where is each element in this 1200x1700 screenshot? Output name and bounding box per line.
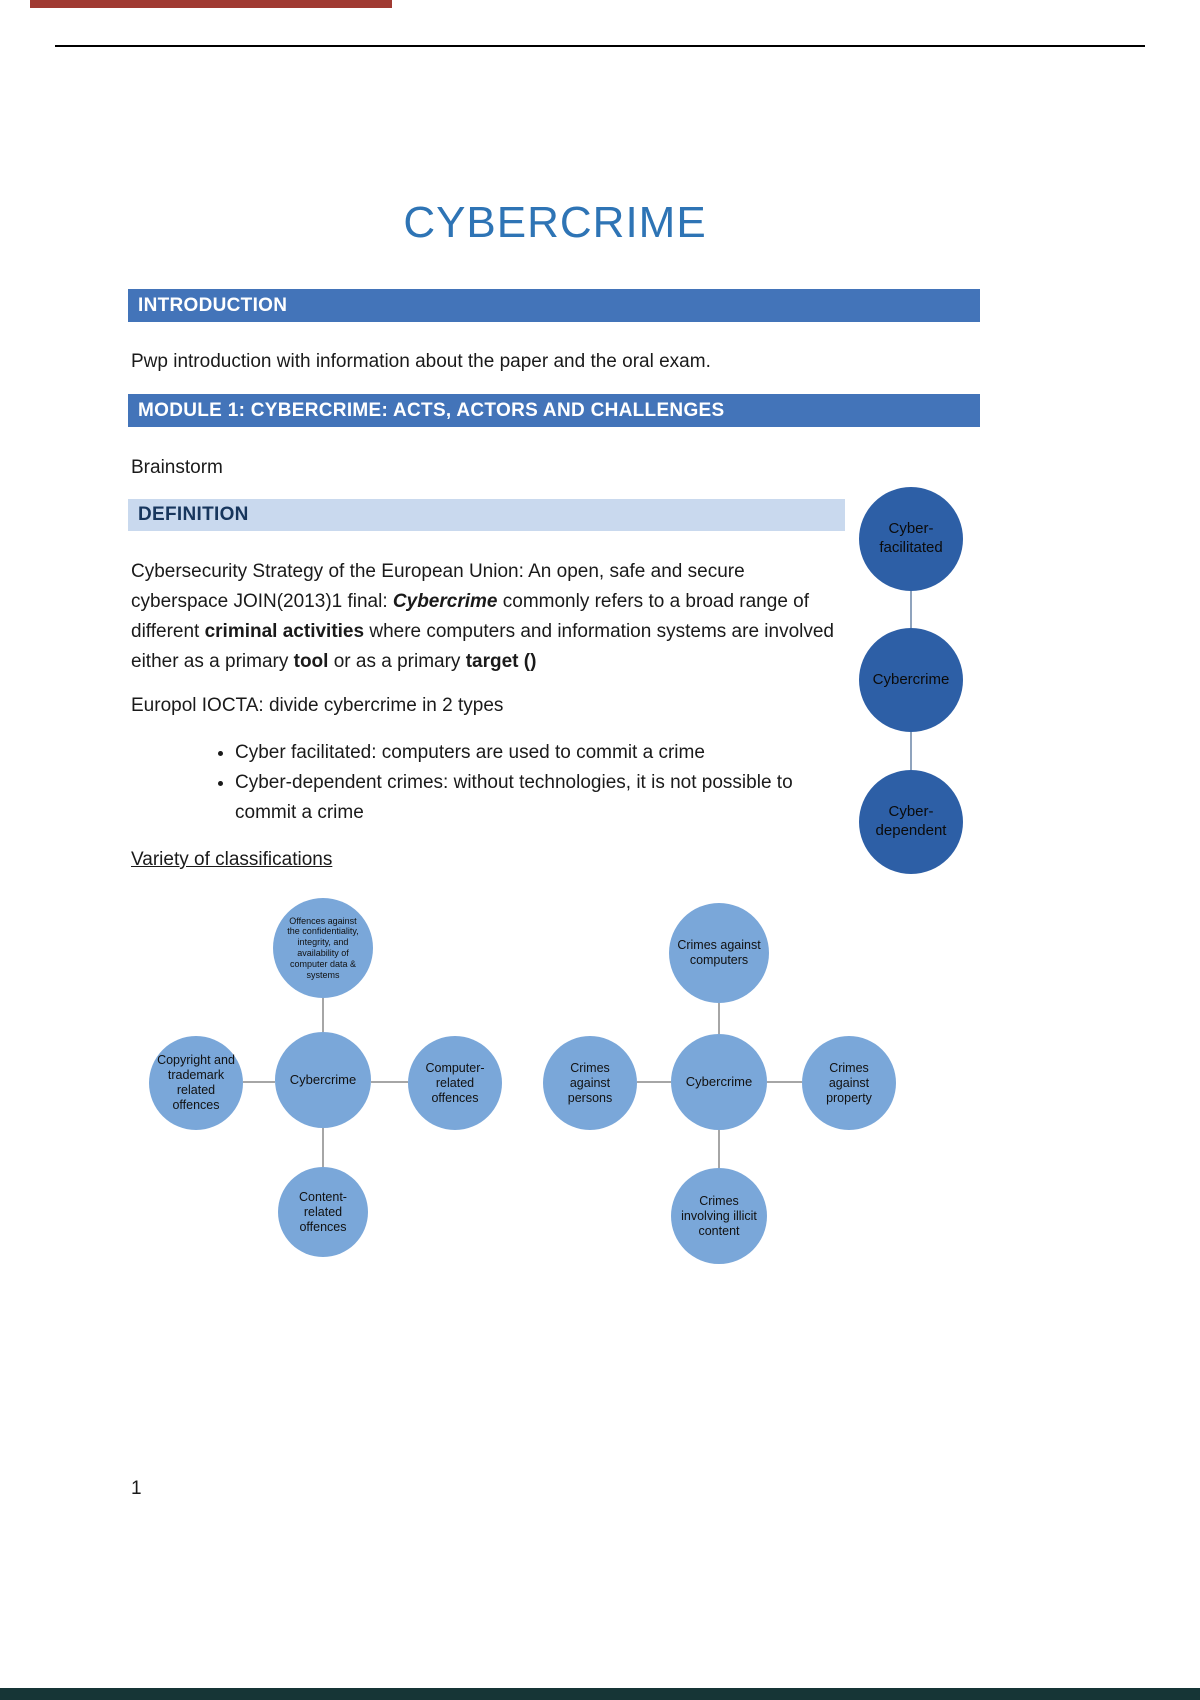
top-red-strip [30,0,392,8]
chain-node-cyber-dependent: Cyber-dependent [859,770,963,874]
page-number: 1 [131,1478,142,1499]
diagram1-connector [322,998,324,1032]
diagram1-connector [243,1081,275,1083]
definition-paragraph [131,557,838,677]
diagram1-connector [322,1128,324,1167]
list-item: • Cyber facilitated: computers are used to commit a crime [235,738,810,768]
intro-paragraph: Pwp introduction with information about the paper and the oral exam. [131,351,711,372]
text-run-bold: tool [293,651,329,672]
section-heading-text: INTRODUCTION [138,295,288,316]
brainstorm-text: Brainstorm [131,457,223,478]
europol-paragraph: Europol IOCTA: divide cybercrime in 2 types [131,695,504,716]
list-item: • Cyber-dependent crimes: without technologies, it is not possible to commit a crime [235,768,810,828]
header-rule [55,45,1145,47]
page-title: CYBERCRIME [403,198,707,247]
section-heading-text: MODULE 1: CYBERCRIME: ACTS, ACTORS AND CHALLENGES [138,400,725,421]
chain-connector [910,732,912,770]
section-heading-module1 [128,394,980,427]
diagram2-node-right: Crimes against property [802,1036,896,1130]
diagram2-connector [637,1081,671,1083]
diagram2-node-left: Crimes against persons [543,1036,637,1130]
text-run: where computers and information systems are involved either as a primary [131,621,834,672]
section-heading-definition [128,499,845,531]
footer-bar [0,1688,1200,1700]
diagram1-connector [371,1081,408,1083]
text-run: commonly refers to a broad range of different [131,591,810,642]
cybercrime-types-list [203,738,810,828]
diagram2-connector [718,1130,720,1168]
diagram2-node-center: Cybercrime [671,1034,767,1130]
chain-node-cyber-facilitated: Cyber-facilitated [859,487,963,591]
section-heading-introduction [128,289,980,322]
diagram1-node-center: Cybercrime [275,1032,371,1128]
diagram1-node-bottom: Content-related offences [278,1167,368,1257]
diagram2-connector [767,1081,802,1083]
diagram1-node-top: Offences against the confidentiality, integrity, and availability of computer data & systems [273,898,373,998]
variety-subheading: Variety of classifications [131,849,333,870]
diagram2-node-bottom: Crimes involving illicit content [671,1168,767,1264]
text-run-bold: criminal activities [204,621,365,642]
diagram2-node-top: Crimes against computers [669,903,769,1003]
diagram1-node-right: Computer-related offences [408,1036,502,1130]
text-run-bold: target () [465,651,537,672]
text-run: or as a primary [328,651,466,672]
text-run-bold-italic: Cybercrime [392,591,498,612]
chain-node-cybercrime: Cybercrime [859,628,963,732]
diagram1-node-left: Copyright and trademark related offences [149,1036,243,1130]
chain-connector [910,591,912,628]
text-run: Cybersecurity Strategy of the European Union: An open, safe and secure cyberspace JOIN(2013)1 final: [131,561,745,612]
section-heading-text: DEFINITION [138,504,249,525]
diagram2-connector [718,1003,720,1034]
